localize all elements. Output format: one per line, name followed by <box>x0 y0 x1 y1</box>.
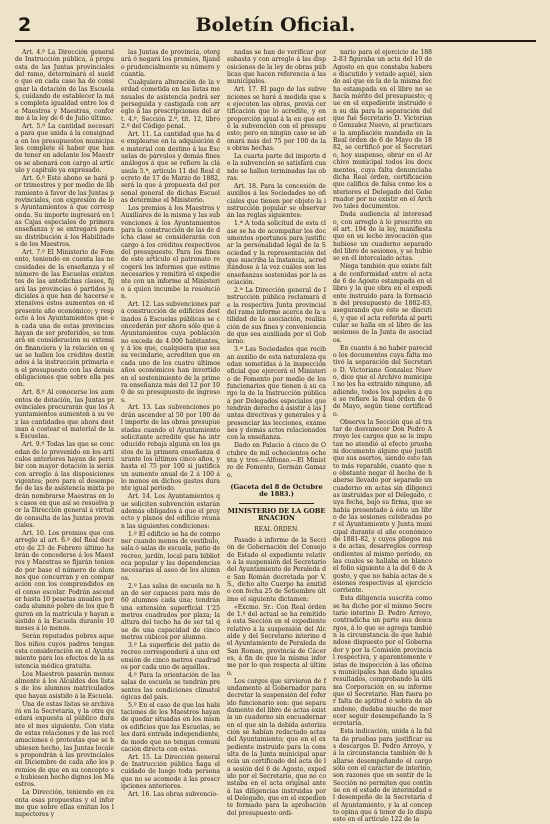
paragraph: Cualquiera alteración de la verdad cometida en las listas mensuales de asistencia podrá ser perseguida y castigada con arreglo á las prescripciones del art. 4.º, Sección 2.ª, tít. 12, libro 2.º del Código penal. <box>121 78 220 131</box>
section-label: REAL ÓRDEN. <box>254 526 299 534</box>
column-4 <box>333 49 432 824</box>
gazette-date: (Gaceta del 8 de Octubre de 1883.) <box>230 483 323 499</box>
paragraph: 3.º La superficie del patio de recreo corresponderá á una extensión de cinco metros cuadrados por cada uno de aquéllos. <box>121 641 220 671</box>
paragraph: las Juntas de provincia, otorgará ó negará los premios, fijando prudencialmente su número y cuantía. <box>121 49 220 79</box>
paragraph: 3.ª Las Sociedades que reciban auxilio de esta naturaleza quedan sometidas á la inspección oficial que ejercerá el Ministerio de Fomento por medio de los funcionarios que tienen á su cargo la de la Instrucción pública á por Delegados especiales que tendrán derecho á asistir á las Juntas directivas y generales y á presenciar las lecciones, exámenes y demás actos relacionados con la enseñanza. <box>227 346 326 442</box>
divider <box>239 503 314 504</box>
page-header <box>15 10 536 42</box>
paragraph: Art. 14. Los Ayuntamientos que soliciten subvención estarán además obligados á que el proyecto y planos del edificio reunan las siguientes condiciones: <box>121 493 220 530</box>
paragraph: En cuanto á no haber parecido los documentos cuya falta motivó la separación del Secretario D. Victoriano Gonzalez Nuevo, dice que el Archivo municipal no les ha extraído ninguno, añadiendo, todos los papeles á que se refiere la Real órden de 6 de Mayo, según tiene certificado. <box>333 344 432 418</box>
paragraph: Art. 15. La Dirección general de Instrucción pública haga el cuidado de luego toda persona que no se acomode á las prescripciones anteriores. <box>121 753 220 791</box>
paragraph: Art. 10. Los premios que con arreglo al art. 6.º del Real decreto de 23 de Febrero último habrán de concederse á los Maestros y Maestras se fijarán teniendo por base el número de alumnos que concurran y en comparación con los comprendidos en el censo escolar. Podrán ascender hasta 10 pesetas anuales por cada alumno pobre de los que figuren en la matrícula y hayan asistido á la Escuela durante 10 meses á lo menos. <box>15 529 114 633</box>
paragraph: Art. 16. Las obras subvencio- <box>128 791 219 799</box>
paragraph: Art. 9.º Todas las que se concedan de lo prevenido en los artículos anteriores hayan de percibir con mayor dotación la serán con arreglo á las disposiciones vigentes; pero para el desempeño de las de asistencia mixta podrán nombrarse Maestras en los casos en que así se resuelva por la Dirección general á virtud de consulta de las Juntas provinciales. <box>15 441 114 529</box>
paragraph: Observa la Sección que al tratar de desvanecer Don Pedro Arroyo los cargos que se le imputan no atendió al efecto prueba ni documento alguno que justifique sus asertos, siendo esto tanto más reparable, cuanto que no obstante negar él hecho de haberse llevado por separado un cuaderno en actas sin diligencias instruidas por el Delegado, cuya fecha, bajo su firma, que se había presentado á éste un libro de las sesiones celebradas por el Ayuntamiento y Junta municipal durante el año económico de 1881-82, y cuyos pliegos más de actas, desarreglos correspondientes al mismo período, en las cuales se hallaba en blanco el folio siguiente á la del 6 de Agosto, y que no había actas de sesiones respectivas al ejercicio corriente. <box>333 418 432 595</box>
paragraph: nadas se han de verificar por subasta y con arreglo á las disposiciones de la ley de obras públicas que hacen referencia á las municipales. <box>227 49 326 86</box>
paragraph: 2.º Las salas de escuela no han de ser capaces para más de 60 alumnos cada una; tendrán una extensión superficial 1'25 metros cuadrados por plaza; la altura del techo ha de ser tal que de una capacidad de cinco metros cúbicos por alumno. <box>121 582 220 641</box>
paragraph: Dado en Palacio á cinco de Octubre de mil ochocientos ochenta y tres.—Alfonso.—El Ministro de Fomento, Germán Gamazo. <box>227 442 326 479</box>
paragraph: Esta diligencia suscrita como se ha dicho por el mismo Secretario interino D. Pedro Arroyo, contradicha un parte sus descargos, á lo que se agrega también la circunstancia de que habiéndose dispuesto por el Gobernador y por la Comisión provincial respectiva, y aparentemente vistas de inspección á las oficinas municipales han dado iguales resultados, comprobando la última Corporación en su informe que el Secretario. Han fuera por falta de aptitud ó sobra de abandono, dudaba mucho de merecer seguir desempeñando la Secretaría. <box>333 595 432 728</box>
paragraph: 1.ª A toda solicitud de esta clase se ha de acompañar los documentos oportunos para justificar la personalidad legal de la Sociedad y la representación del que suscriba la instancia, acreditándose á la vez cuáles son las enseñanzas sostenidas por la asociación. <box>227 220 326 287</box>
page-number: 2 <box>18 14 32 36</box>
page-title: Boletín Oficial. <box>195 14 356 36</box>
paragraph: Art. 17. El pago de las subvenciones se hará á medida que se ejecuten las obras, previa certificación que lo acredite, y en proporción igual á la en que esté la subvención con el presupuesto; pero en ningún caso se abonará más del 75 por 100 de las obras hechas. <box>227 86 326 153</box>
paragraph: Art. 18. Para la concesión de auxilios á las Sociedades no oficiales que tienen por objeto la instrucción popular se observarán las reglas siguientes: <box>227 182 326 220</box>
paragraph: La cuarta parte del importe de la subvención se satisfará cuando se hallen terminadas las obras. <box>227 153 326 183</box>
paragraph: Los Maestros pasarán mensualmente á los Alcaldes dos listas de los alumnos matriculados que hayan asistido á la Escuela. <box>15 670 114 700</box>
paragraph: Art. 8.º Al conocerse los aumentos de dotación, las Juntas provinciales procurarán que los Ayuntamientos aumenten á su vez las cantidades que ahora destinan á costear el material de las Escuelas. <box>15 389 114 441</box>
paragraph: Una de estas listas se archivará en la Secretaría, y la otra quedará expuesta al público durante el mes siguiente. Con vista de estas relaciones y de las reclamaciones ó protestas que se hubiesen hecho, las Juntas locales propondrán á las provinciales en Diciembre de cada año los premios de que en su concepto se hubiesen hecho dignos los Maestros. <box>15 700 114 789</box>
paragraph: 4.º Para la orientación de las salas de escuela se tendrán presentes las condiciones climatológicas del país. <box>121 671 220 701</box>
paragraph: 2.ª La Dirección general de Instrucción pública reclamará de la respectiva Junta provincial del ramo informe acerca de la utilidad de la asociación, realización de sus fines y conveniencia de que sea auxiliada por el Gobierno. <box>227 286 326 346</box>
paragraph: Pasado á informe de la Sección de Gobernación del Consejo de Estado el expediente relativo á la suspensión del Secretario del Ayuntamiento de Peraleda de San Román decretada por V. S., dicho alto Cuerpo ha emitido con fecha 25 de Setiembre último el siguiente dictamen: <box>227 536 326 603</box>
paragraph: Niega también que existe falta de conformidad entre el acta de 6 de Agosto estampada en el libro y la que obra en el expediente instruido para la formación del presupuesto de 1882-83, asegurando que éste se discutió, y que el acta referida al particular se halla en el libro de las sesiones de la Junta de asociados. <box>333 263 432 344</box>
paragraph: Dada audiencia al interesado, con arreglo á lo prescrito en el art. 194 de la ley, manifiesta que en su lecho invocación que hubiese un cuaderno separado del libro de sesiones, y se hubiese en él intercalado actas. <box>333 211 432 263</box>
paragraph: nario para el ejercicio de 1882-83 figuraba un acta del 10 de Agosto en que constaba haberse discutido y votado aquél, siendo así que en la de la misma fecha estampada en el libro no se hacía mérito del presupuesto; que en el expediente instruido en su día para la separación del que fué Secretario D. Victoriano Gonzalez Nuevo, al practicarse la ampliación mandada en la Real órden de 6 de Mayo de 1882, se certificó por el Secretario, hoy suspenso, obrar en el Archivo municipal todos los documentos, cuya falta denunciaba dicha Real órden, certificación que califica de falsa como los anteriores el Delegado del Gobernador por no existir en el Archivo tales documentos. <box>333 49 432 211</box>
paragraph: Art. 11. La cantidad que ha de emplearse en la adquisición de material con destino á las Escuelas de párvulos y demás fines análogos á que se refiere la cláusula 5.ª, artículo 11 del Real decreto de 17 de Marzo de 1882, será la que á propuesta del personal general de dichas Escuelas determine el Ministerio. <box>121 130 220 205</box>
paragraph: Serán reputados pobres aquellos niños cuyos padres tengan esta consideración en el Ayuntamiento para los efectos de la asistencia médica gratuita. <box>15 633 114 670</box>
paragraph: 5.º En el caso de que las habitaciones de los Maestros hayan de quedar situadas en los mismos edificios que las Escuelas, se les dará entrada independiente, de modo que no tengan comunicación directa con estas. <box>121 701 220 753</box>
paragraph: Art. 13. Las subvenciones podrán ascender al 50 por 100 del importe de las obras presupuestadas cuando el Ayuntamiento solicitante acredite que ha introducido rebaja alguna en los gastos de la primera enseñanza durante los últimos cinco años, y hasta el 75 por 100 si justifica un aumento anual de 2 á 100 á lo menos en dichos gastos durante igual período. <box>121 404 220 493</box>
column-3 <box>227 49 326 817</box>
paragraph: Art. 4.º La Dirección general de Instrucción pública, á propuesta de las Juntas provinciales del ramo, determinará el sueldo que en cada caso ha de consignar la dotación de las Escuelas, cuidando de establecer la más completa igualdad entre los de Maestros y Maestras, conforme á la ley de 6 de Julio último. <box>15 49 114 123</box>
column-1 <box>15 49 114 819</box>
paragraph: Los premios á los Maestros y Auxiliares de la misma y las subvenciones á los Ayuntamientos para la construcción de las de dicha clase se considerarán con cargo á los créditos respectivos del presupuesto. Para los fines de este artículo el patronato recogerá los informes que estime necesarios y remitirá el expediente con un informe al Ministerio á quien incumbe la resolución. <box>121 205 220 301</box>
paragraph: Esta indicación, unida á la falta de pruebas para justificar sus descargos D. Pedro Arroyo, y á la circunstancia también de hallarse desempeñando el cargo sólo con el carácter de interino, son razones que en sentir de la Sección no permiten que continúe en el estado de interinidad el desempeño de la Secretaría del Ayuntamiento, y la al concepto opina que á tenor de lo dispuesto en el artículo 122 de la <box>333 728 432 824</box>
ministry-title: MINISTERIO DE LA GOBERNACION <box>227 506 326 523</box>
paragraph: Los cargos que sirvieron de fundamento al Gobernador para decretar la suspensión del referido funcionario son: que separadamente del libro de actas existía un cuaderno sin encuadernar en el que sin la debida autorización se habían redactado actas del Ayuntamiento; que en el expediente instruido para la consulta de la Junta municipal aparecía un certificado del acta de la sesión del 6 de Agosto, expedido por el Secretario, que no constaba en el acta original ante á las diligencias instruidas por el Delegado, que en el expediente formado para la aprobación del presupuesto ordi- <box>227 677 326 817</box>
paragraph: Art. 12. Las subvenciones para construcción de edificios destinados á Escuelas públicas se concederán por ahora sólo que á Ayuntamientos cuya población no exceda de 4.000 habitantes, y á los que, cualquiera que sea su vecindario, acrediten que en cada uno de los cuatro últimos años económicos han invertido en el sostenimiento de la primera enseñanza más del 12 por 100 de su presupuesto de ingresos. <box>121 301 221 404</box>
paragraph: «Excmo. Sr.: Con Real órden de 1.º del actual se ha remitido á esta Sección en el expediente relativo á la suspensión del Alcalde y del Secretario interino del Ayuntamiento de Peraleda de San Roman, provincia de Cáceres, á fin de que la misma informe por lo que respecta al último. <box>227 603 326 677</box>
paragraph: 1.º El edificio se ha de componer cuando menos de vestíbulo, sala ó salas de escuela, patio de recreo, jardín, local para biblioteca popular y las dependencias necesarias al aseo de los alumnos. <box>121 530 220 582</box>
text-columns <box>15 49 536 824</box>
paragraph: Art. 6.º Este abono se hará por trimestres y por medio de libramiento á favor de las Juntas provinciales, con expresión de los Ayuntamientos á que corresponda. Su importe ingresará en las Cajas especiales de primera enseñanza y se entregará para su distribución á los Habilitados de los Maestros. <box>15 175 114 249</box>
paragraph: Art. 5.º La cantidad necesaria para que unida á la consignada en los presupuestos municipales complete el haber que han de tener en adelante los Maestros se abonará con cargo al artículo y capítulo ya expresado. <box>15 123 114 175</box>
paragraph: La Dirección, teniendo en cuenta esas propuestas y el informe que sobre ellas emitan los Inspectores y <box>15 789 114 819</box>
column-2 <box>121 49 220 801</box>
paragraph: Art. 7.º El Ministerio de Fomento, teniendo en cuenta las necesidades de la enseñanza y el número de las Escuelas existentes de las antedichas clases, fijará las provincias ó partidos judiciales á que han de hacerse extensivos estos aumentos en el presente año económico; y respecto á los Ayuntamientos que en cada una de estas provincias hayan de ser preferidos, se tomará en consideración su extensión financiera y la relación en que se hallen los créditos destinados á la instrucción primaria en el presupuesto con las demás obligaciones que sobre ella pesen. <box>15 249 114 389</box>
